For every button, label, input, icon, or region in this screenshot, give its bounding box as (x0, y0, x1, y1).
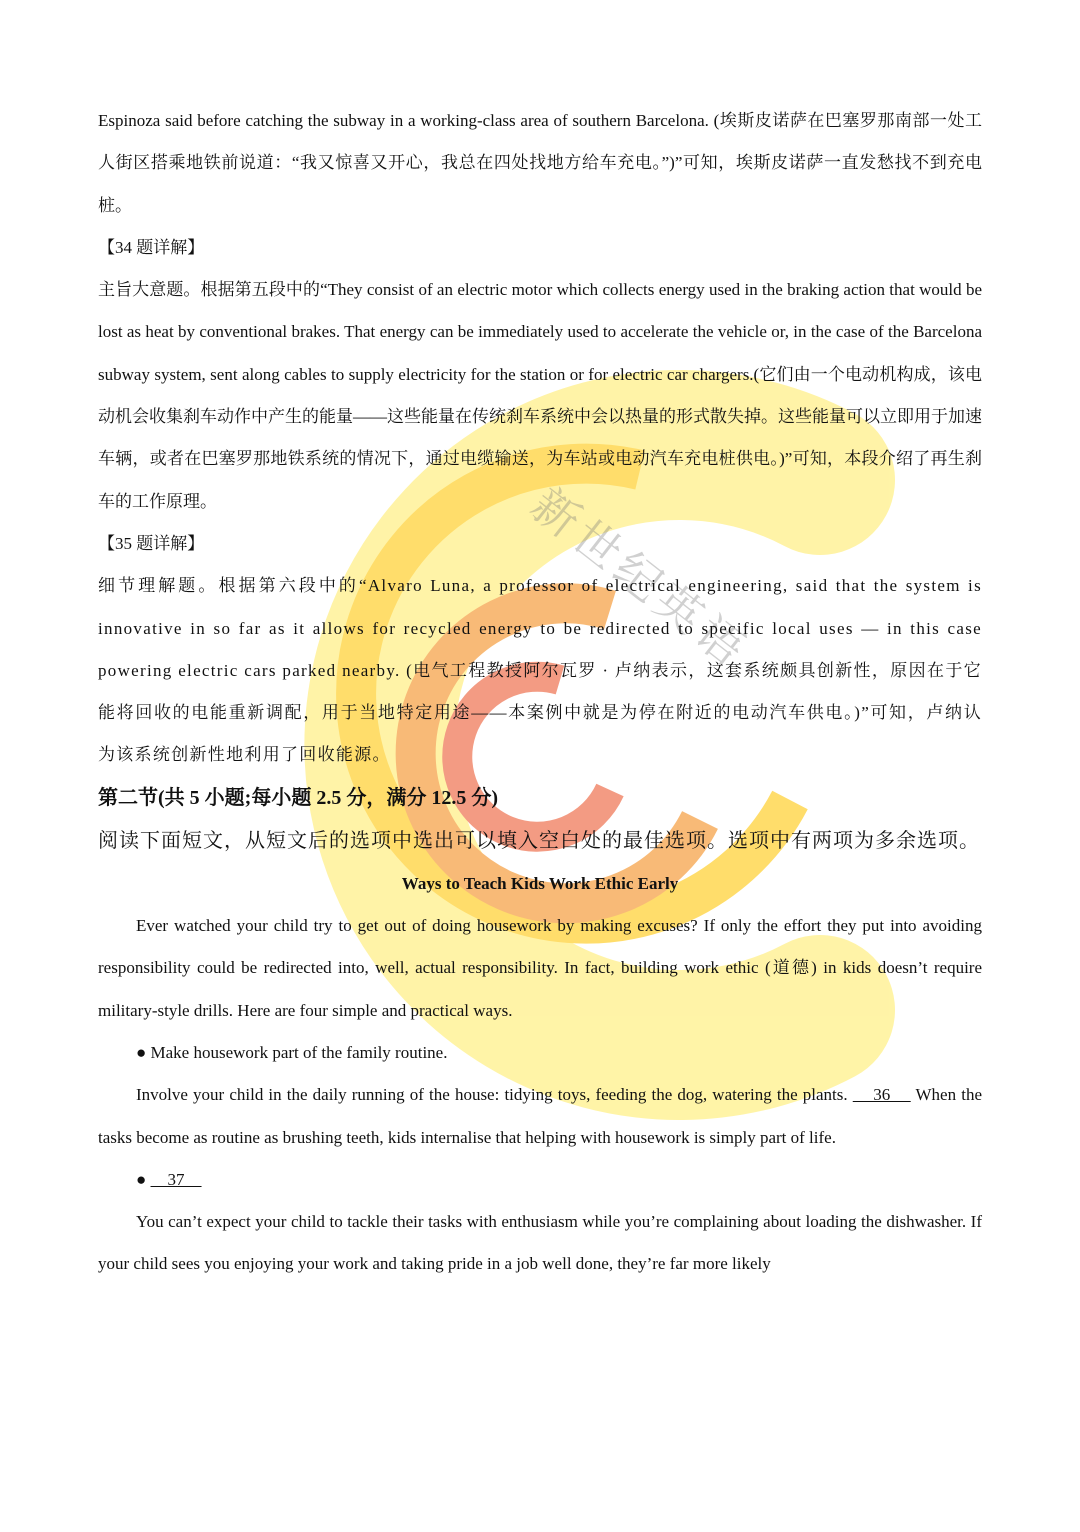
passage-paragraph-2 (98, 1074, 982, 1159)
section-mid2: 分，满分 (341, 786, 432, 809)
section-points-total: 12.5 (431, 786, 467, 809)
bullet-mark: ● (136, 1169, 151, 1189)
answer-33-explanation-tail: Espinoza said before catching the subway in a working-class area of southern Barcelona. (埃斯皮诺萨在巴塞罗那南部一处工人街区搭乘地铁前说道：“我又惊喜又开心，我总在四处找地方给车充电。”)”可知，埃斯皮诺萨一直发愁找不到充电桩。 (98, 111, 982, 215)
passage-paragraph-1: Ever watched your child try to get out of doing housework by making excuses? If only the effort they put into avoiding responsibility could be redirected into, well, actual responsibility. In fact, building work ethic (道德) in kids doesn’t require military-style drills. Here are four simple and practical ways. (98, 916, 982, 1020)
section-suffix: 分) (466, 786, 499, 809)
section-points-each: 2.5 (316, 786, 342, 809)
passage-paragraph-3: You can’t expect your child to tackle their tasks with enthusiasm while you’re complaining about loading the dishwasher. If your child sees you enjoying your work and taking pride in a job well done, they’re far more likely (98, 1212, 982, 1274)
passage-title: Ways to Teach Kids Work Ethic Early (401, 873, 679, 893)
watermark-text: 新世纪英语 (521, 477, 760, 680)
section-mid: 小题;每小题 (199, 786, 317, 809)
section-heading (98, 777, 982, 820)
section-question-count: 5 (189, 786, 200, 809)
section-prefix: 第二节(共 (98, 786, 190, 809)
blank-36: 36 (852, 1085, 911, 1105)
blank-37: 37 (150, 1169, 202, 1189)
paragraph-2-start: Involve your child in the daily running of the house: tidying toys, feeding the dog, watering the plants. (136, 1085, 853, 1105)
section-instruction: 阅读下面短文，从短文后的选项中选出可以填入空白处的最佳选项。选项中有两项为多余选项。 (98, 829, 980, 852)
question-34-heading: 【34 题详解】 (98, 237, 205, 257)
question-34-explanation: 主旨大意题。根据第五段中的“They consist of an electric motor which collects energy used in the braking action that would be lost as heat by conventional brakes. That energy can be immediately used to accelerate the vehicle or, in the case of the Barcelona subway system, sent along cables to supply electricity for the station or for electric car chargers.(它们由一个电动机构成，该电动机会收集刹车动作中产生的能量——这些能量在传统刹车系统中会以热量的形式散失掉。这些能量可以立即用于加速车辆，或者在巴塞罗那地铁系统的情况下，通过电缆输送，为车站或电动汽车充电桩供电。)”可知，本段介绍了再生刹车的工作原理。 (98, 280, 982, 511)
bullet-heading-1: ● Make housework part of the family routine. (136, 1042, 448, 1062)
question-35-explanation: 细节理解题。根据第六段中的“Alvaro Luna, a professor of electrical engineering, said that the system is innovative in so far as it allows for recycled energy to be redirected to specific local uses — in this case powering electric cars parked nearby. (电气工程教授阿尔瓦罗 · 卢纳表示，这套系统颇具创新性，原因在于它能将回收的电能重新调配，用于当地特定用途——本案例中就是为停在附近的电动汽车供电。)”可知，卢纳认为该系统创新性地利用了回收能源。 (98, 576, 982, 765)
document-body (98, 100, 982, 1286)
paragraph-2-end: When the tasks become as routine as brushing teeth, kids internalise that helping with housework is simply part of life. (98, 1085, 982, 1147)
question-35-heading: 【35 题详解】 (98, 533, 205, 553)
bullet-heading-2 (98, 1159, 982, 1201)
